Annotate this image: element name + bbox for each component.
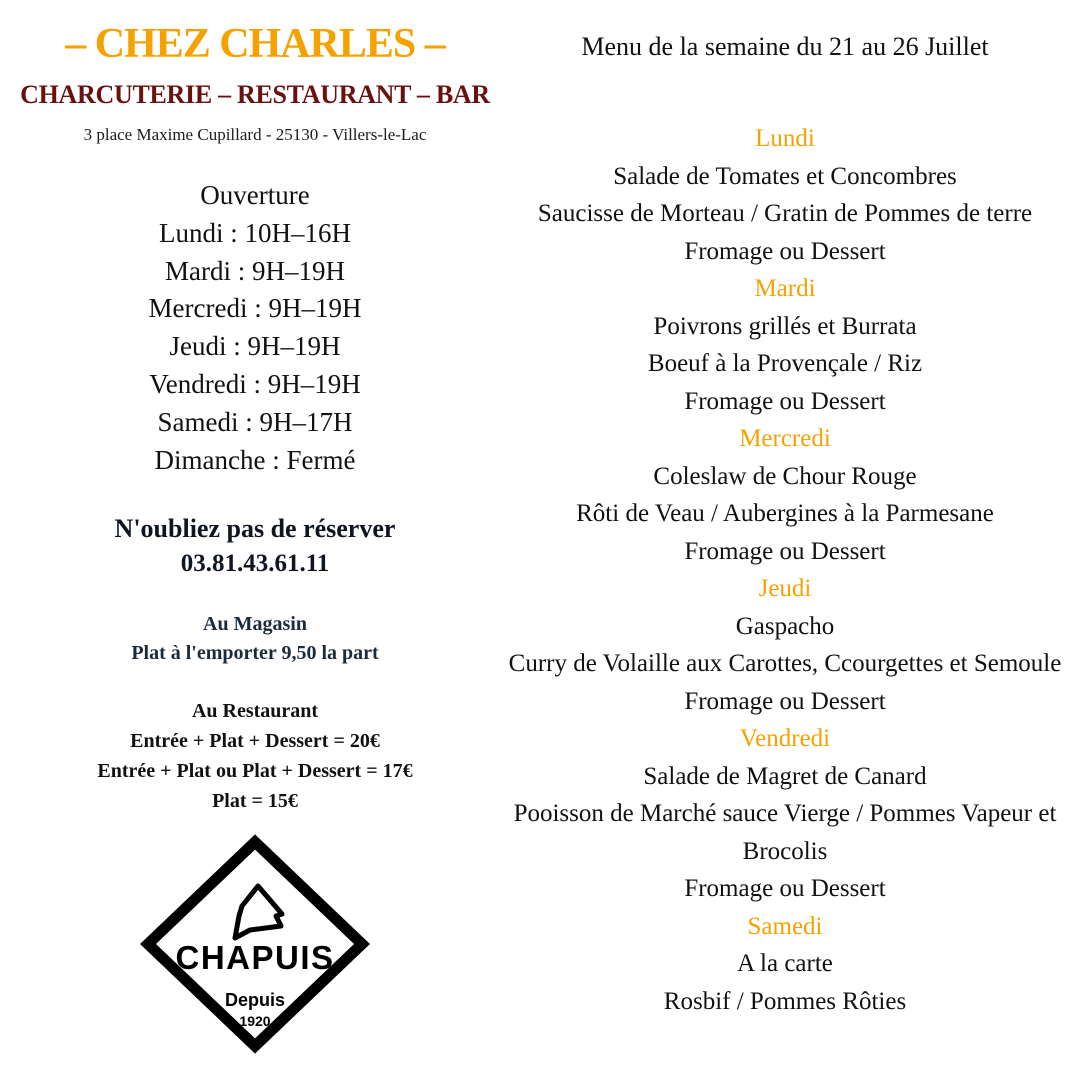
day-label-mardi: Mardi bbox=[754, 275, 816, 302]
page-title: – CHEZ CHARLES – bbox=[65, 21, 445, 67]
shop-title: Au Magasin bbox=[203, 613, 307, 636]
day-label-mercredi: Mercredi bbox=[739, 425, 831, 452]
hours-row-wednesday: Mercredi : 9H–19H bbox=[148, 293, 362, 324]
shop-pricing-section bbox=[0, 610, 510, 668]
hours-row-monday: Lundi : 10H–16H bbox=[159, 217, 351, 248]
shop-takeaway-price: Plat à l'emporter 9,50 la part bbox=[131, 642, 379, 665]
hours-row-sunday: Dimanche : Fermé bbox=[154, 444, 356, 475]
mountain-icon bbox=[235, 886, 282, 938]
menu-item: Gaspacho bbox=[735, 612, 835, 640]
week-menu-header: Menu de la semaine du 21 au 26 Juillet bbox=[581, 32, 989, 61]
day-label-samedi: Samedi bbox=[747, 912, 823, 940]
brand-subtitle: CHARCUTERIE – RESTAURANT – BAR bbox=[20, 80, 490, 110]
menu-item: Fromage ou Dessert bbox=[684, 537, 886, 565]
restaurant-title: Au Restaurant bbox=[191, 700, 319, 723]
menu-item: Saucisse de Morteau / Gratin de Pommes de terre bbox=[537, 200, 1033, 227]
weekly-menu-list bbox=[490, 120, 1080, 1020]
hours-row-saturday: Samedi : 9H–17H bbox=[157, 406, 353, 437]
menu-item: Fromage ou Dessert bbox=[684, 387, 886, 415]
menu-item: Brocolis bbox=[742, 837, 828, 865]
menu-item: Boeuf à la Provençale / Riz bbox=[647, 350, 923, 377]
menu-day-vendredi bbox=[490, 720, 1080, 908]
menu-item: Curry de Volaille aux Carottes, Ccourgettes et Semoule bbox=[508, 650, 1062, 677]
menu-item: Fromage ou Dessert bbox=[684, 237, 886, 265]
menu-day-samedi bbox=[490, 908, 1080, 1021]
logo-brand-name: CHAPUIS bbox=[175, 939, 335, 977]
menu-item: Poivrons grillés et Burrata bbox=[653, 312, 917, 340]
opening-hours-heading: Ouverture bbox=[200, 180, 310, 211]
chapuis-logo-svg bbox=[140, 834, 370, 1054]
hours-row-thursday: Jeudi : 9H–19H bbox=[169, 331, 341, 362]
restaurant-pricing-section bbox=[0, 696, 510, 816]
menu-item: Fromage ou Dessert bbox=[684, 875, 886, 902]
opening-hours-section bbox=[0, 177, 510, 479]
menu-item: Coleslaw de Chour Rouge bbox=[653, 462, 917, 490]
menu-item: Pooisson de Marché sauce Vierge / Pommes Vapeur et bbox=[513, 800, 1057, 827]
hours-row-tuesday: Mardi : 9H–19H bbox=[165, 255, 345, 286]
chapuis-logo bbox=[0, 834, 510, 1054]
right-column bbox=[490, 0, 1080, 1080]
day-label-lundi: Lundi bbox=[755, 125, 815, 152]
hours-row-friday: Vendredi : 9H–19H bbox=[149, 369, 361, 400]
menu-item: Rosbif / Pommes Rôties bbox=[663, 987, 907, 1015]
restaurant-price-two-courses: Entrée + Plat ou Plat + Dessert = 17€ bbox=[97, 760, 413, 783]
menu-day-jeudi bbox=[490, 570, 1080, 720]
menu-item: A la carte bbox=[737, 950, 833, 977]
reservation-phone[interactable]: 03.81.43.61.11 bbox=[180, 549, 330, 577]
menu-item: Salade de Magret de Canard bbox=[643, 762, 927, 790]
restaurant-price-full-menu: Entrée + Plat + Dessert = 20€ bbox=[130, 730, 380, 753]
reservation-title: N'oubliez pas de réserver bbox=[114, 514, 396, 544]
menu-day-mercredi bbox=[490, 420, 1080, 570]
menu-item: Fromage ou Dessert bbox=[684, 687, 886, 715]
menu-day-mardi bbox=[490, 270, 1080, 420]
restaurant-price-main-only: Plat = 15€ bbox=[212, 790, 298, 813]
day-label-vendredi: Vendredi bbox=[739, 725, 831, 752]
brand-address: 3 place Maxime Cupillard - 25130 - Villers-le-Lac bbox=[83, 125, 427, 145]
left-column bbox=[0, 0, 510, 1080]
day-label-jeudi: Jeudi bbox=[758, 575, 812, 602]
logo-since-year: 1920 bbox=[239, 1013, 271, 1030]
menu-item: Rôti de Veau / Aubergines à la Parmesane bbox=[576, 500, 994, 527]
menu-item: Salade de Tomates et Concombres bbox=[613, 162, 957, 190]
logo-since-label: Depuis bbox=[224, 990, 286, 1011]
menu-day-lundi bbox=[490, 120, 1080, 270]
reservation-section bbox=[0, 511, 510, 580]
